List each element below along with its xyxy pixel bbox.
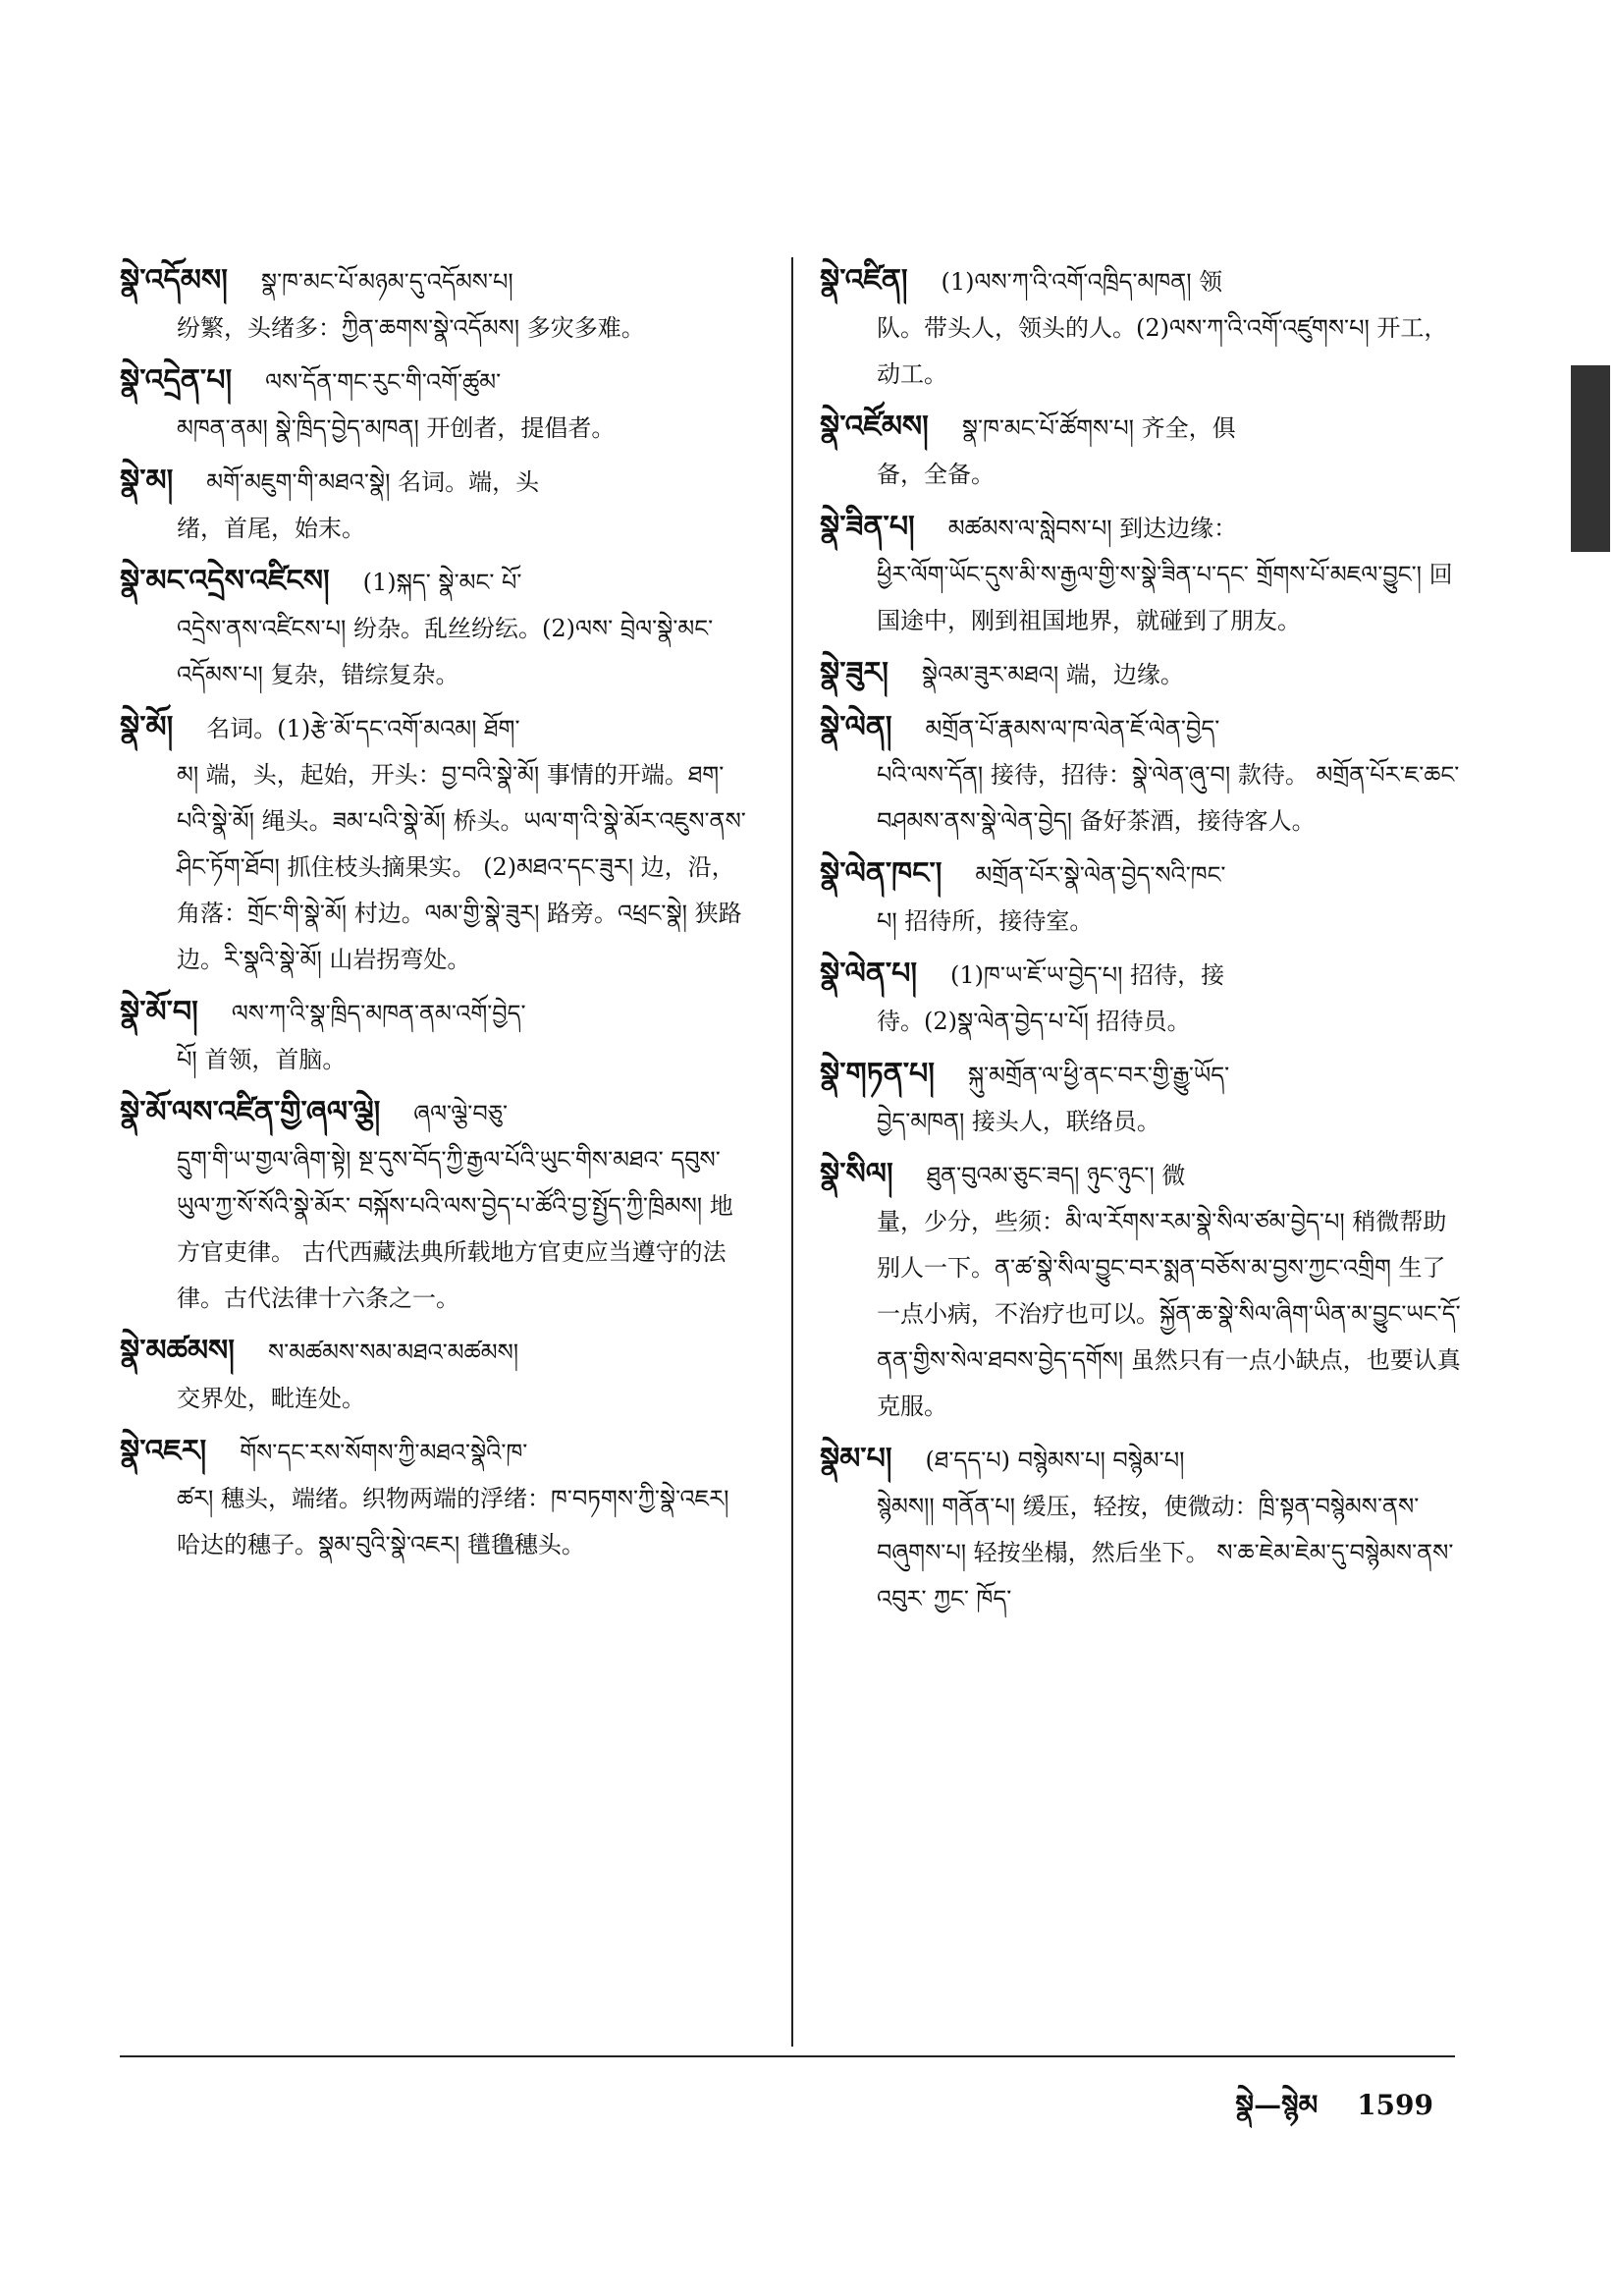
bottom-rule: [120, 2055, 1455, 2057]
entry-definition: 交界处，毗连处。: [177, 1385, 365, 1412]
entry-first-line: ཐུན་བུའམ་ཅུང་ཟད། ཉུང་ཉུང་། 微: [926, 1162, 1186, 1189]
right-column: [820, 257, 1468, 1628]
left-column: [120, 257, 748, 1574]
dictionary-entry: [120, 1328, 748, 1422]
entry-headword: སྣེ་གཏན་པ།: [820, 1057, 935, 1091]
entry-headword: སྣེ་སིལ།: [820, 1157, 893, 1191]
column-divider: [791, 257, 793, 2047]
dictionary-entry: [820, 1051, 1468, 1145]
entry-first-line: ལས་ཀ་འི་སྣ་ཁྲིད་མཁན་ནམ་འགོ་བྱེད་: [231, 1000, 526, 1027]
entry-first-line: མགྲོན་པོར་སྣེ་ལེན་བྱེད་སའི་ཁང་: [975, 861, 1226, 889]
entry-first-line: ས་མཚམས་སམ་མཐའ་མཚམས།: [267, 1339, 519, 1366]
entry-first-line: མགོ་མཇུག་གི་མཐའ་སྣེ། 名词。端，头: [206, 468, 540, 496]
entry-headword: སྣེ་ཟུར།: [820, 656, 889, 690]
entry-definition: 纷繁，头绪多：ཀྱིན་ཆགས་སྣེ་འདོམས། 多灾多难。: [177, 314, 645, 342]
entry-headword: སྣེ་འཛོམས།: [820, 410, 929, 444]
entry-first-line: (1)སྐད་ སྣེ་མང་ པོ་: [362, 569, 522, 596]
dictionary-entry: [120, 1089, 748, 1322]
entry-definition: སྙེམས།། གནོན་པ། 缓压，轻按，使微动：ཁྲི་སྟན་བསྙེམས་ནས་བཞུགས་པ། 轻按坐榻，然后坐下。 ས་ཆ་ཇེམ་ཇེམ་དུ་བསྙེམས་ནས་ འབུར་ ཀྱང་ ཁོད་: [877, 1493, 1454, 1613]
entry-first-line: (1)ཁ་ཡ་ཇོ་ཡ་བྱེད་པ། 招待，接: [950, 961, 1225, 989]
entry-first-line: མཚམས་ལ་སླེབས་པ། 到达边缘：: [947, 515, 1238, 542]
dictionary-entry: [120, 1428, 748, 1568]
entry-definition: མ། 端，头，起始，开头：བྱ་བའི་སྣེ་མོ། 事情的开端。ཐག་པའི་སྣེ་མོ། 绳头。ཟམ་པའི་སྣེ་མོ། 桥头。ཡལ་ག་འི་སྣེ་མོར་འཇུས་ནས་ཤིང་ཏོག་ཐོབ། 抓住枝头摘果实。 (2)མཐའ་དང་ཟུར། 边，沿，角落：གྲོང་གི་སྣེ་མོ། 村边。ལམ་གྱི་སྣེ་ཟུར། 路旁。འཕྲང་སྣེ། 狭路边。རི་སྣའི་སྣེ་མོ། 山岩拐弯处。: [177, 761, 746, 973]
entry-headword: སྣེ་མཚམས།: [120, 1334, 235, 1368]
entry-first-line: མགྲོན་པོ་རྣམས་ལ་ཁ་ལེན་ཇོ་ལེན་བྱེད་: [925, 715, 1220, 742]
entry-definition: པོ། 首领，首脑。: [177, 1046, 347, 1073]
entry-first-line: 名词。(1)རྩེ་མོ་དང་འགོ་མའམ། ཐོག་: [206, 715, 520, 742]
entry-definition: བྱེད་མཁན། 接头人，联络员。: [877, 1108, 1160, 1135]
page-range: སྣེ—སྙེམ: [1235, 2089, 1319, 2121]
entry-first-line: ཞལ་ལྕེ་བཅུ་: [413, 1100, 509, 1127]
entry-definition: 备，全备。: [877, 461, 995, 488]
margin-mark-top: [1571, 365, 1610, 552]
entry-definition: པའི་ལས་དོན། 接待，招待：སྣེ་ལེན་ཞུ་བ། 款待。 མགྲོན་པོར་ཇ་ཆང་བཤམས་ནས་སྣེ་ལེན་བྱེད། 备好茶酒，接待客人。: [877, 761, 1460, 835]
entry-first-line: (1)ལས་ཀ་འི་འགོ་འཁྲིད་མཁན། 领: [941, 268, 1223, 296]
entry-first-line: གོས་དང་རས་སོགས་ཀྱི་མཐའ་སྣེའི་ཁ་: [240, 1439, 528, 1466]
entry-headword: སྣེ་འཛིན།: [820, 263, 908, 298]
entry-definition: 量，少分，些须：མི་ལ་རོགས་རམ་སྣེ་སིལ་ཙམ་བྱེད་པ། 稍微帮助别人一下。ན་ཚ་སྣེ་སིལ་བྱུང་བར་སྨན་བཅོས་མ་བྱས་ཀྱང་འགྲིག 生了一点小病，不治疗也可以。སྐྱོན་ཆ་སྣེ་སིལ་ཞིག་ཡིན་མ་བྱུང་ཡང་དོ་ནན་གྱིས་སེལ་ཐབས་བྱེད་དགོས། 虽然只有一点小缺点，也要认真克服。: [877, 1208, 1461, 1420]
dictionary-entry: [820, 704, 1468, 845]
entry-headword: སྣེ་མ།: [120, 464, 174, 498]
entry-headword: སྣེ་ལེན།: [820, 710, 892, 744]
entry-definition: ཚར། 穗头，端绪。织物两端的浮绪：ཁ་བཏགས་ཀྱི་སྣེ་འཇར། 哈达的穗子。སྣམ་བུའི་སྣེ་འཇར། 氆氇穗头。: [177, 1485, 729, 1558]
page-number: 1599: [1357, 2089, 1433, 2121]
dictionary-entry: [820, 951, 1468, 1045]
entry-headword: སྣེ་མོ།: [120, 710, 174, 744]
entry-first-line: སྣེའམ་ཟུར་མཐའ། 端，边缘。: [921, 661, 1184, 688]
dictionary-entry: [120, 989, 748, 1083]
entry-first-line: སྣ་ཁ་མང་པོ་ཚོགས་པ། 齐全，俱: [961, 414, 1236, 442]
entry-headword: སྣེ་ལེན་ཁང་།: [820, 856, 943, 891]
dictionary-entry: [820, 850, 1468, 945]
dictionary-entry: [120, 558, 748, 698]
entry-definition: དྲུག་གི་ཡ་གྱལ་ཞིག་སྟེ། སྔ་དུས་བོད་ཀྱི་རྒྱལ་པོའི་ཡུང་གིས་མཐའ་ དབུས་ཡུལ་ཀྱ་སོ་སོའི་སྣེ་མོར་ བསྐོས་པའི་ལས་བྱེད་པ་ཚོའི་བྱ་སྤྱོད་ཀྱི་ཁྲིམས། 地方官吏律。 古代西藏法典所载地方官吏应当遵守的法律。古代法律十六条之一。: [177, 1146, 733, 1312]
entry-headword: སྣེ་མོ་བ།: [120, 995, 198, 1029]
dictionary-entry: [820, 257, 1468, 398]
entry-definition: 待。(2)སྣ་ལེན་བྱེད་པ་པོ། 招待员。: [877, 1008, 1191, 1035]
dictionary-entry: [120, 458, 748, 552]
entry-headword: སྣེ་འཇར།: [120, 1434, 207, 1468]
entry-definition: ཕྱིར་ལོག་ཡོང་དུས་མི་ས་རྒྱལ་གྱི་ས་སྣེ་ཟིན་པ་དང་ གྲོགས་པོ་མཇལ་བྱུང་། 回国途中，刚到祖国地界，就碰到了朋友。: [877, 561, 1453, 634]
dictionary-entry: [120, 357, 748, 452]
dictionary-entry: [820, 404, 1468, 498]
dictionary-entry: [820, 650, 1468, 698]
entry-definition: མཁན་ནམ། སྣེ་ཁྲིད་བྱེད་མཁན། 开创者，提倡者。: [177, 414, 616, 442]
entry-headword: སྣེ་ཟིན་པ།: [820, 510, 915, 544]
entry-first-line: (ཐ་དད་པ) བསྙེམས་པ། བསྙེམ་པ།: [925, 1447, 1185, 1474]
entry-headword: སྣེམ་པ།: [820, 1442, 892, 1476]
dictionary-entry: [120, 257, 748, 352]
entry-headword: སྣེ་འདོམས།: [120, 263, 228, 298]
entry-definition: 队。带头人，领头的人。(2)ལས་ཀ་འི་འགོ་འཛུགས་པ། 开工，动工。: [877, 314, 1448, 388]
entry-headword: སྣེ་ལེན་པ།: [820, 957, 918, 991]
page-footer: [1235, 2074, 1433, 2152]
entry-headword: སྣེ་མང་འདྲེས་འཛིངས།: [120, 564, 330, 598]
entry-definition: པ། 招待所，接待室。: [877, 907, 1094, 935]
dictionary-entry: [820, 1151, 1468, 1430]
entry-definition: 绪，首尾，始末。: [177, 515, 365, 542]
dictionary-entry: [120, 704, 748, 983]
dictionary-entry: [820, 504, 1468, 644]
dictionary-entry: [820, 1436, 1468, 1622]
entry-definition: འདྲེས་ནས་འཛིངས་པ། 纷杂。乱丝纷纭。(2)ལས་ བྲེལ་སྣེ་མང་འདོམས་པ། 复杂，错综复杂。: [177, 615, 714, 688]
entry-headword: སྣེ་མོ་ལས་འཛིན་གྱི་ཞལ་ལྕེ།: [120, 1095, 381, 1129]
entry-first-line: ལས་དོན་གང་རུང་གི་འགོ་ཚུམ་: [265, 368, 502, 396]
entry-first-line: སྐུ་མགྲོན་ལ་ཕྱི་ནང་བར་གྱི་རྒྱུ་ཡོད་: [967, 1062, 1230, 1089]
entry-headword: སྣེ་འདྲེན་པ།: [120, 363, 233, 398]
entry-first-line: སྣ་ཁ་མང་པོ་མཉམ་དུ་འདོམས་པ།: [260, 268, 513, 296]
